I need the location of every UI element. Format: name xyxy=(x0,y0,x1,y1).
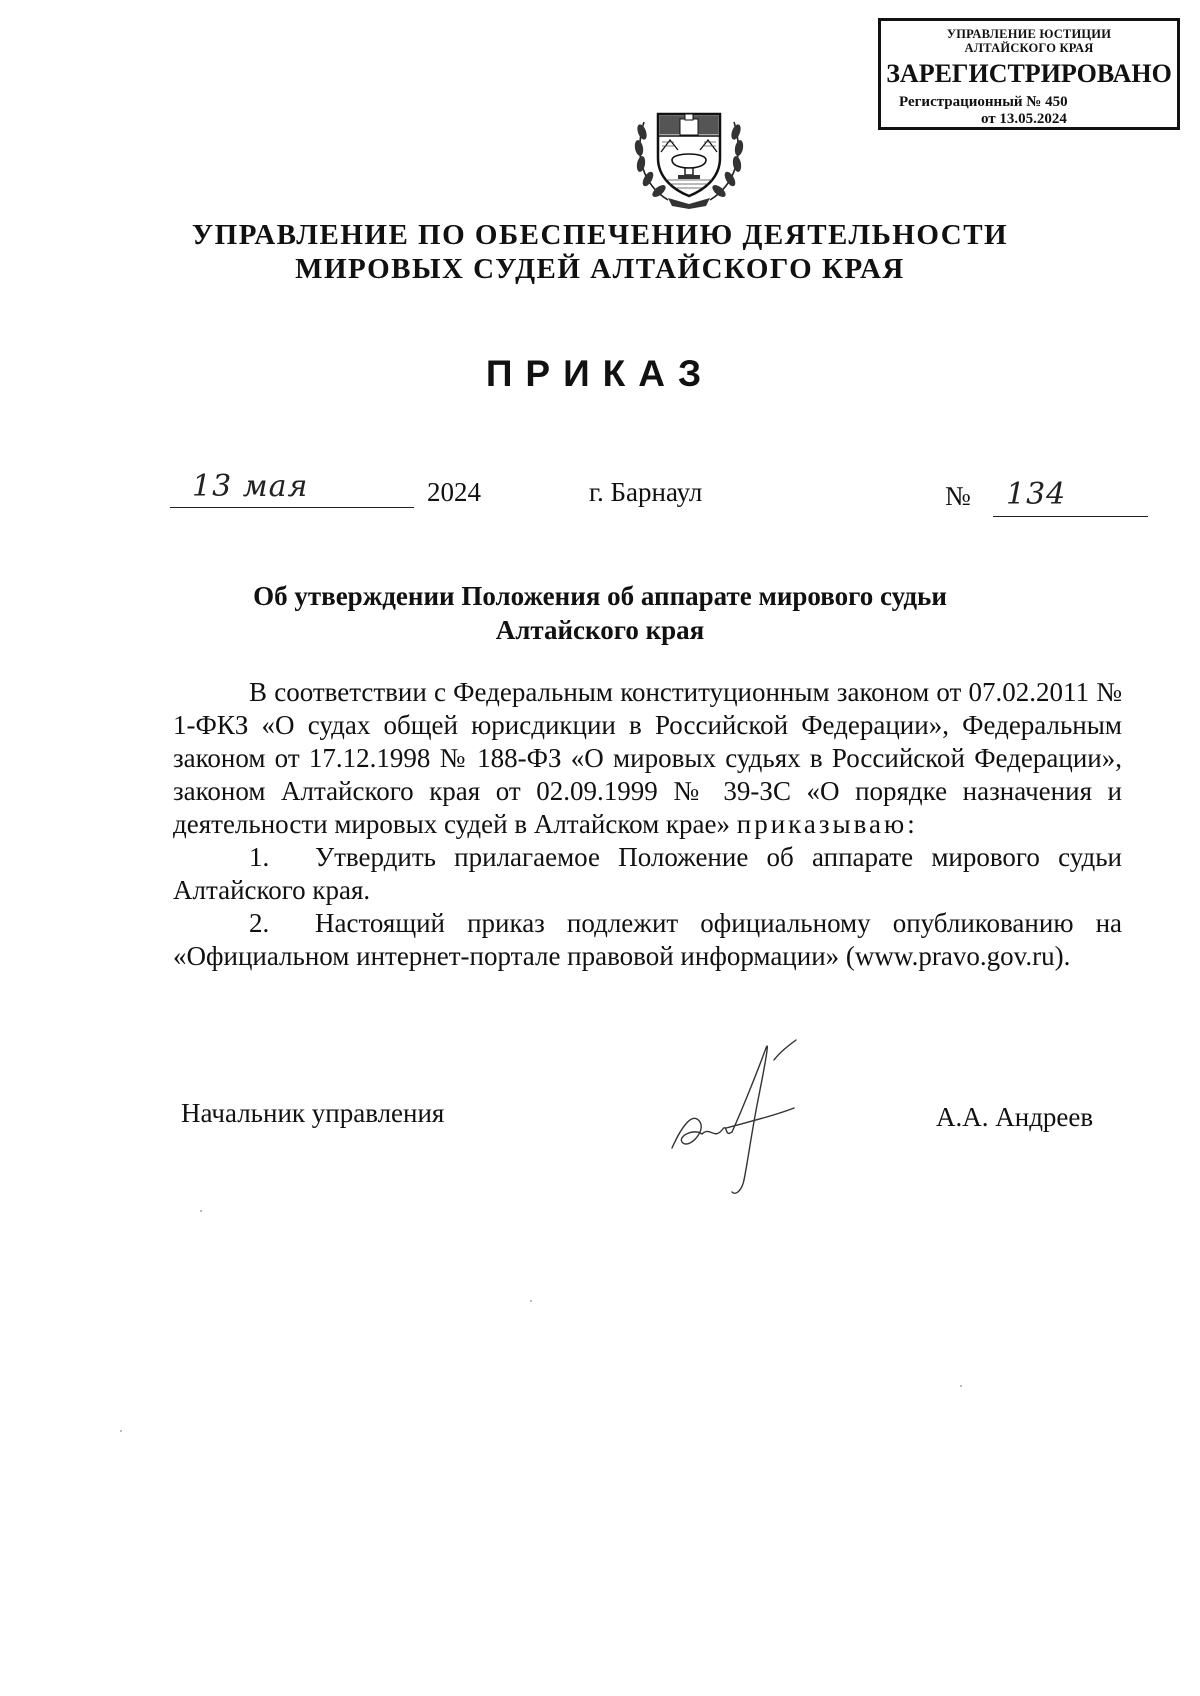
list-item xyxy=(173,841,1122,907)
scan-speck xyxy=(530,1300,532,1302)
handwritten-signature-icon xyxy=(662,1030,832,1205)
document-type: ПРИКАЗ xyxy=(485,353,715,394)
stamp-reg-number: Регистрационный № 450 xyxy=(899,94,1068,110)
signatory-position: Начальник управления xyxy=(181,1098,445,1128)
number-underline xyxy=(993,516,1148,517)
list-item-text: Утвердить прилагаемое Положение об аппарате мирового судьи Алтайского края. xyxy=(173,842,1122,905)
city: г. Барнаул xyxy=(589,477,703,507)
scan-speck xyxy=(200,1210,202,1212)
date-handwritten: 13 мая xyxy=(192,469,309,504)
stamp-org-line1: УПРАВЛЕНИЕ ЮСТИЦИИ xyxy=(946,27,1112,41)
preamble-paragraph xyxy=(173,676,1122,841)
list-item-number: 1. xyxy=(249,842,270,872)
signatory-name: А.А. Андреев xyxy=(936,1102,1094,1132)
scan-speck xyxy=(120,1430,122,1432)
stamp-title: ЗАРЕГИСТРИРОВАНО xyxy=(886,59,1172,88)
number-sign: № xyxy=(945,481,971,511)
date-underline xyxy=(170,507,414,508)
date-year: 2024 xyxy=(427,477,481,507)
organization-title-line2: МИРОВЫХ СУДЕЙ АЛТАЙСКОГО КРАЯ xyxy=(295,253,905,285)
registration-stamp xyxy=(878,18,1180,130)
subject-line2: Алтайского края xyxy=(495,615,705,645)
list-item-text: Настоящий приказ подлежит официальному опубликованию на «Официальном интернет-портале правовой информации» (www.pravo.gov.ru). xyxy=(173,908,1122,971)
number-handwritten: 134 xyxy=(1006,477,1067,512)
list-item xyxy=(173,907,1122,973)
stamp-org-line2: АЛТАЙСКОГО КРАЯ xyxy=(964,41,1094,55)
preamble-text: В соответствии с Федеральным конституционным законом от 07.02.2011 № 1-ФКЗ «О судах общей юрисдикции в Российской Федерации», Федеральным законом от 17.12.1998 № 188-ФЗ «О мировых судьях в Российской Федерации», законом Алтайского края от 02.09.1999 № 39-ЗС «О порядке назначения и деятельности мировых судей в Алтайском крае» xyxy=(173,677,1122,839)
stamp-reg-date: от 13.05.2024 xyxy=(981,111,1067,127)
coat-of-arms-icon xyxy=(628,92,750,210)
list-item-number: 2. xyxy=(249,908,270,938)
scan-speck xyxy=(960,1385,962,1387)
order-word: приказываю: xyxy=(736,809,918,839)
subject-line1: Об утверждении Положения об аппарате мирового судьи xyxy=(253,581,947,611)
document-body xyxy=(173,676,1122,973)
organization-title-line1: УПРАВЛЕНИЕ ПО ОБЕСПЕЧЕНИЮ ДЕЯТЕЛЬНОСТИ xyxy=(191,219,1009,251)
